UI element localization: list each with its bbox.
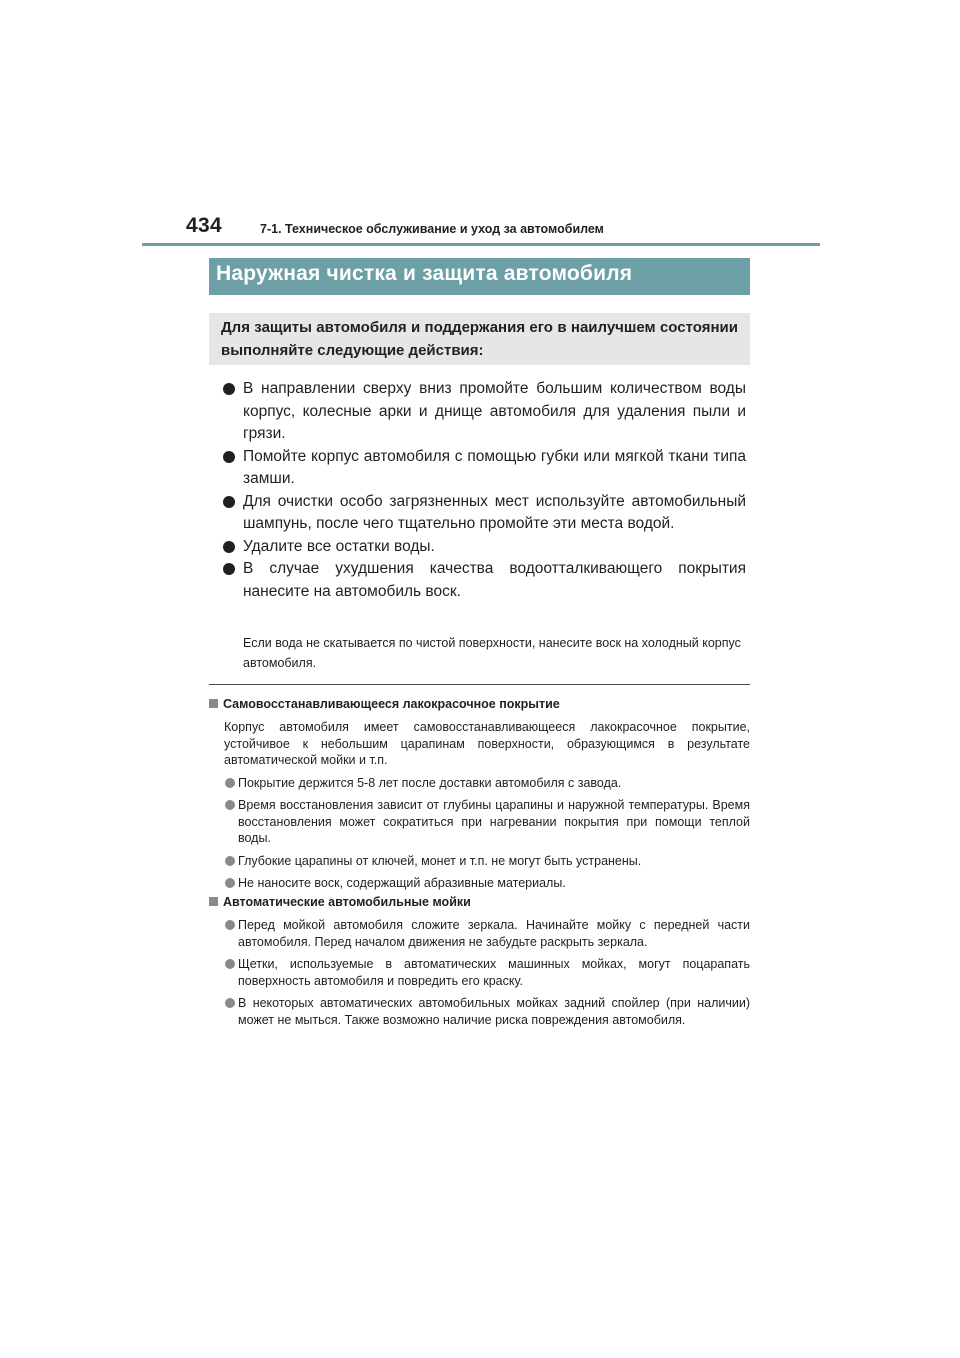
section-title-text: Самовосстанавливающееся лакокрасочное покрытие <box>223 697 560 711</box>
wax-note: Если вода не скатывается по чистой поверхности, нанесите воск на холодный корпус автомобиля. <box>243 636 741 670</box>
dot-bullet-icon <box>225 878 235 888</box>
title-bar <box>209 258 750 295</box>
list-item-text: В направлении сверху вниз промойте большим количеством воды корпус, колесные арки и днище автомобиля для удаления пыли и грязи. <box>243 380 746 442</box>
list-item-text: В некоторых автоматических автомобильных мойках задний спойлер (при наличии) может не мыться. Также возможно наличие риска повреждения автомобиля. <box>238 996 750 1027</box>
list-item-text: Покрытие держится 5-8 лет после доставки автомобиля с завода. <box>238 775 622 790</box>
section-title <box>209 894 750 911</box>
list-item <box>222 558 746 603</box>
list-item-text: В случае ухудшения качества водоотталкивающего покрытия нанесите на автомобиль воск. <box>243 560 746 600</box>
list-item <box>209 853 750 870</box>
dot-bullet-icon <box>225 959 235 969</box>
square-bullet-icon <box>209 699 218 708</box>
bullet-icon <box>223 563 235 575</box>
list-item-text: Время восстановления зависит от глубины царапины и наружной температуры. Время восстановления может сократиться при нагревании покрытия при помощи теплой воды. <box>238 798 750 845</box>
dot-bullet-icon <box>225 998 235 1008</box>
intro-text: Для защиты автомобиля и поддержания его в наилучшем состоянии выполняйте следующие действия: <box>221 319 738 359</box>
bullet-icon <box>223 496 235 508</box>
dot-bullet-icon <box>225 778 235 788</box>
list-item <box>209 917 750 950</box>
square-bullet-icon <box>209 897 218 906</box>
main-list <box>222 378 746 603</box>
dot-bullet-icon <box>225 920 235 930</box>
list-item-text: Не наносите воск, содержащий абразивные материалы. <box>238 876 566 890</box>
list-item-text: Помойте корпус автомобиля с помощью губки или мягкой ткани типа замши. <box>243 447 746 487</box>
self-healing-coating-section <box>209 696 750 892</box>
section-paragraph: Корпус автомобиля имеет самовосстанавливающееся лакокрасочное покрытие, устойчивое к небольшим царапинам поверхности, образующимся в результате автоматической мойки и т.п. <box>224 720 750 767</box>
section-title <box>209 696 750 713</box>
list-item <box>222 536 746 559</box>
list-item-text: Перед мойкой автомобиля сложите зеркала. Начинайте мойку с передней части автомобиля. Перед началом движения не забудьте раскрыть зеркала. <box>238 918 750 949</box>
bullet-icon <box>223 451 235 463</box>
page-title: Наружная чистка и защита автомобиля <box>216 262 633 285</box>
section-list <box>209 917 750 1028</box>
intro-box <box>209 313 750 365</box>
list-item-text: Щетки, используемые в автоматических машинных мойках, могут поцарапать поверхность автомобиля и повредить его краску. <box>238 957 750 988</box>
list-item-text: Для очистки особо загрязненных мест используйте автомобильный шампунь, после чего тщательно промойте эти места водой. <box>243 492 746 532</box>
list-item-text: Удалите все остатки воды. <box>243 537 435 555</box>
list-item <box>222 378 746 446</box>
car-wash-section <box>209 894 750 1028</box>
section-divider <box>209 684 750 685</box>
running-header: 7-1. Техническое обслуживание и уход за автомобилем <box>260 222 604 236</box>
list-item <box>209 995 750 1028</box>
list-item <box>209 875 750 892</box>
list-item <box>209 797 750 847</box>
bullet-icon <box>223 541 235 553</box>
list-item <box>209 956 750 989</box>
section-list <box>209 775 750 892</box>
dot-bullet-icon <box>225 856 235 866</box>
list-item <box>222 446 746 491</box>
dot-bullet-icon <box>225 800 235 810</box>
header-rule <box>142 243 820 246</box>
bullet-icon <box>223 383 235 395</box>
list-item <box>222 491 746 536</box>
section-title-text: Автоматические автомобильные мойки <box>223 895 471 909</box>
list-item-text: Глубокие царапины от ключей, монет и т.п. не могут быть устранены. <box>238 853 642 868</box>
list-item <box>209 775 750 792</box>
page-number: 434 <box>186 214 222 237</box>
